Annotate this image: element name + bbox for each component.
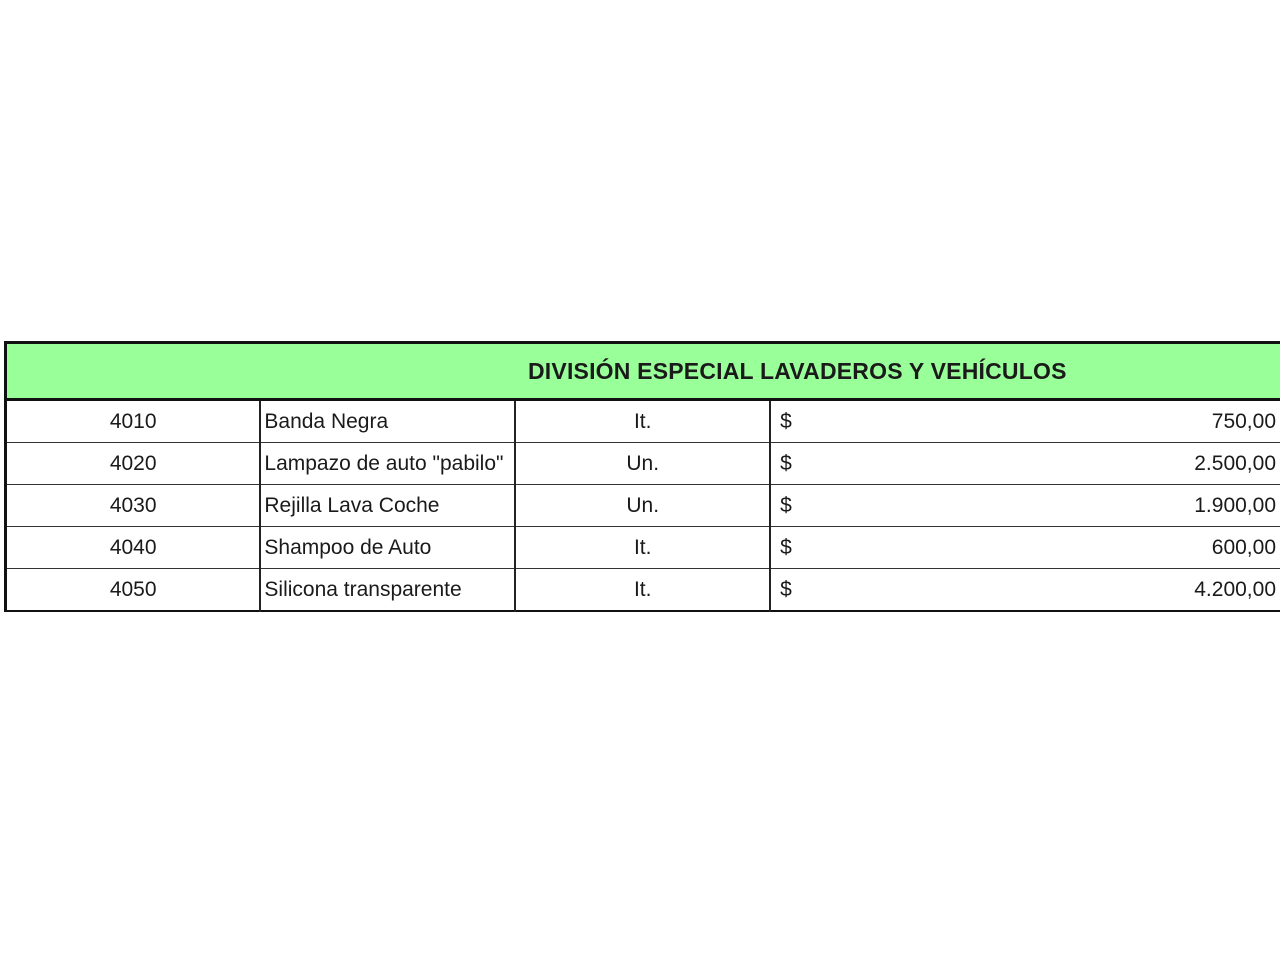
- table-row: [6, 443, 1280, 485]
- item-code: 4050: [6, 569, 261, 612]
- item-code: 4040: [6, 527, 261, 569]
- currency-symbol: $: [770, 527, 1025, 569]
- currency-symbol: $: [770, 400, 1025, 443]
- item-description: Rejilla Lava Coche: [260, 485, 515, 527]
- item-code: 4020: [6, 443, 261, 485]
- item-description: Lampazo de auto "pabilo": [260, 443, 515, 485]
- section-header-row: [6, 343, 1280, 400]
- item-price: 1.900,00: [1025, 485, 1280, 527]
- item-unit: Un.: [515, 443, 770, 485]
- item-unit: It.: [515, 569, 770, 612]
- item-description: Banda Negra: [260, 400, 515, 443]
- item-description: Shampoo de Auto: [260, 527, 515, 569]
- item-code: 4010: [6, 400, 261, 443]
- section-header: [6, 343, 1280, 400]
- item-unit: Un.: [515, 485, 770, 527]
- table-row: [6, 527, 1280, 569]
- item-unit: It.: [515, 527, 770, 569]
- table-row: [6, 569, 1280, 612]
- section-title: DIVISIÓN ESPECIAL LAVADEROS Y VEHÍCULOS: [528, 357, 1067, 384]
- item-description: Silicona transparente: [260, 569, 515, 612]
- table-row: [6, 400, 1280, 443]
- item-unit: It.: [515, 400, 770, 443]
- item-price: 600,00: [1025, 527, 1280, 569]
- currency-symbol: $: [770, 485, 1025, 527]
- item-price: 4.200,00: [1025, 569, 1280, 612]
- item-price: 750,00: [1025, 400, 1280, 443]
- currency-symbol: $: [770, 443, 1025, 485]
- table-row: [6, 485, 1280, 527]
- currency-symbol: $: [770, 569, 1025, 612]
- price-list-table: [4, 341, 1280, 612]
- item-price: 2.500,00: [1025, 443, 1280, 485]
- item-code: 4030: [6, 485, 261, 527]
